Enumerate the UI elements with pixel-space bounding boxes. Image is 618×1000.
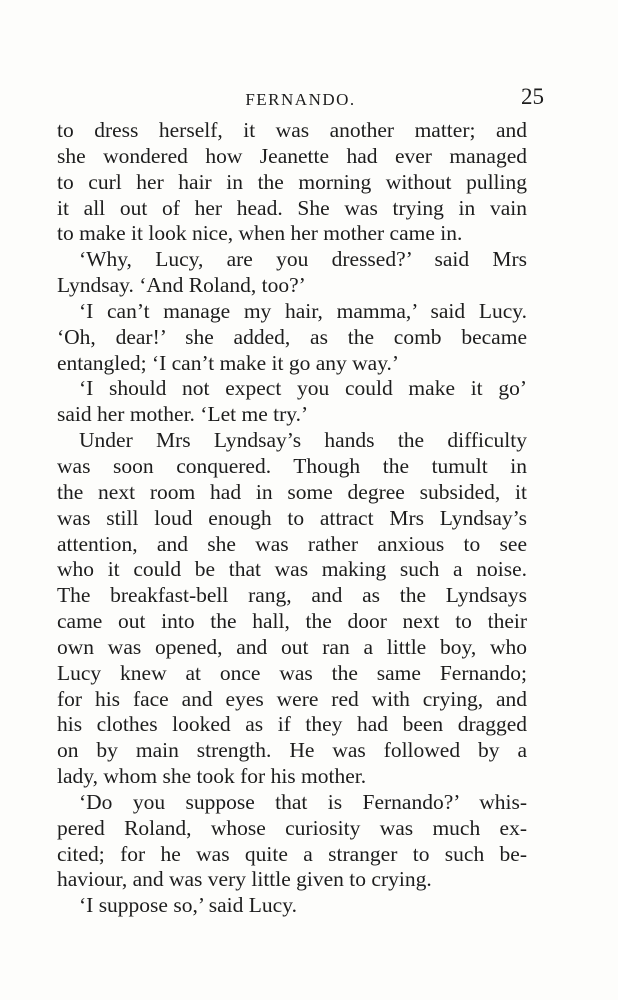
text-line: his clothes looked as if they had been dragged — [57, 712, 527, 737]
text-line: for his face and eyes were red with crying, and — [57, 686, 527, 711]
text-line: was still loud enough to attract Mrs Lyndsay’s — [57, 505, 527, 530]
text-line: ‘I should not expect you could make it go’ — [79, 376, 527, 401]
text-line: she wondered how Jeanette had ever managed — [57, 143, 527, 168]
text-line: pered Roland, whose curiosity was much ex- — [57, 815, 527, 840]
text-line: to curl her hair in the morning without pulling — [57, 169, 527, 194]
page-number: 25 — [521, 84, 544, 109]
page-header — [57, 86, 544, 116]
text-line: said her mother. ‘Let me try.’ — [57, 402, 309, 427]
text-line: own was opened, and out ran a little boy, who — [57, 634, 527, 659]
text-line: Lyndsay. ‘And Roland, too?’ — [57, 273, 306, 298]
text-line: ‘Do you suppose that is Fernando?’ whis- — [79, 789, 527, 814]
text-line: ‘I suppose so,’ said Lucy. — [79, 893, 297, 918]
text-line: Lucy knew at once was the same Fernando; — [57, 660, 527, 685]
text-line: ‘I can’t manage my hair, mamma,’ said Lucy. — [79, 298, 527, 323]
text-line: to dress herself, it was another matter; and — [57, 118, 527, 142]
text-line: ‘Oh, dear!’ she added, as the comb became — [57, 324, 527, 349]
text-line: to make it look nice, when her mother came in. — [57, 221, 463, 246]
text-line: it all out of her head. She was trying in vain — [57, 195, 527, 220]
text-line: entangled; ‘I can’t make it go any way.’ — [57, 350, 400, 375]
text-line: lady, whom she took for his mother. — [57, 764, 367, 789]
text-line: was soon conquered. Though the tumult in — [57, 453, 527, 478]
text-line: cited; for he was quite a stranger to such be- — [57, 841, 527, 866]
text-line: Under Mrs Lyndsay’s hands the difficulty — [79, 428, 527, 453]
running-title: FERNANDO. — [245, 90, 356, 109]
text-line: who it could be that was making such a noise. — [57, 557, 527, 582]
text-line: haviour, and was very little given to crying. — [57, 867, 432, 892]
text-line: on by main strength. He was followed by a — [57, 738, 527, 763]
body-text — [57, 118, 527, 919]
text-line: The breakfast-bell rang, and as the Lyndsays — [57, 583, 527, 608]
text-line: the next room had in some degree subsided, it — [57, 479, 527, 504]
text-line: ‘Why, Lucy, are you dressed?’ said Mrs — [79, 247, 527, 272]
text-line: came out into the hall, the door next to their — [57, 609, 527, 634]
text-line: attention, and she was rather anxious to see — [57, 531, 527, 556]
